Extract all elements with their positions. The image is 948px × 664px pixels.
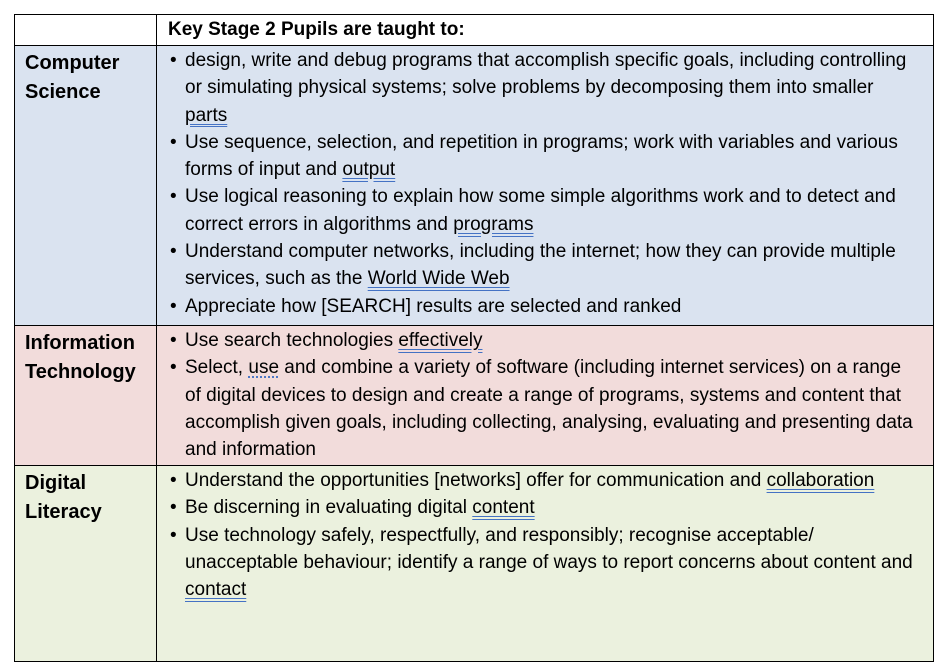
spelling-marked-text[interactable]: content	[472, 497, 535, 519]
spelling-marked-text[interactable]: effectively	[398, 330, 483, 351]
list-item	[157, 327, 933, 354]
row-label-digital-literacy	[15, 466, 157, 662]
bullet-text: Use logical reasoning to explain how some simple algorithms work and to detect and correct errors in algorithms and	[185, 186, 896, 235]
bullet-text: Use search technologies	[185, 330, 399, 351]
spelling-marked-text[interactable]: World Wide Web	[367, 268, 510, 290]
spelling-marked-text[interactable]: collaboration	[766, 470, 875, 491]
row-label-computer-science	[15, 46, 157, 326]
list-item	[157, 522, 933, 604]
bullet-text: Appreciate how [SEARCH] results are selected and ranked	[185, 295, 682, 317]
spelling-marked-text[interactable]: contact	[185, 579, 247, 601]
row-label-line: Literacy	[25, 501, 102, 523]
header-row	[15, 15, 934, 46]
row-label-line: Science	[25, 81, 101, 103]
row-label-line: Information	[25, 332, 135, 354]
list-item	[157, 183, 933, 238]
list-item	[157, 293, 933, 320]
list-item	[157, 354, 933, 463]
spelling-marked-text[interactable]: parts	[185, 104, 228, 126]
bullet-cell-information-technology	[157, 326, 934, 466]
list-item	[157, 129, 933, 184]
row-label-line: Technology	[25, 361, 136, 383]
row-label-line: Digital	[25, 472, 87, 494]
row-digital-literacy	[15, 466, 934, 662]
spelling-marked-text[interactable]: programs	[453, 213, 534, 235]
bullet-text: design, write and debug programs that accomplish specific goals, including controlling or simulating physical systems; solve problems by decomposing them into smaller	[185, 50, 907, 99]
bullet-text: Select,	[185, 357, 249, 379]
list-item	[157, 467, 933, 494]
row-label-information-technology	[15, 326, 157, 466]
bullet-list	[157, 466, 933, 603]
bullet-text: Use technology safely, respectfully, and responsibly; recognise acceptable/ unacceptable behaviour; identify a range of ways to report concerns about content and	[185, 524, 913, 573]
header-empty-cell	[15, 15, 157, 46]
row-information-technology	[15, 326, 934, 466]
table-title: Key Stage 2 Pupils are taught to:	[157, 15, 934, 46]
list-item	[157, 238, 933, 293]
row-label-line: Computer	[25, 52, 120, 74]
row-computer-science	[15, 46, 934, 326]
bullet-text: Be discerning in evaluating digital	[185, 497, 473, 519]
bullet-text: Understand the opportunities [networks] offer for communication and	[185, 470, 767, 491]
bullet-cell-computer-science	[157, 46, 934, 326]
bullet-text: Use sequence, selection, and repetition in programs; work with variables and various forms of input and	[185, 131, 898, 181]
bullet-text: and combine a variety of software (including internet services) on a range of digital devices to design and create a range of programs, systems and content that accomplish given goals, including collecting, analysing, evaluating and presenting data and information	[185, 357, 913, 461]
bullet-text: Understand computer networks, including the internet; how they can provide multiple services, such as the	[185, 241, 896, 290]
bullet-cell-digital-literacy	[157, 466, 934, 662]
spelling-marked-text[interactable]: output	[342, 159, 396, 181]
key-stage-2-table	[14, 14, 934, 662]
list-item	[157, 47, 933, 129]
bullet-list	[157, 46, 933, 320]
bullet-list	[157, 326, 933, 463]
list-item	[157, 494, 933, 521]
grammar-marked-text[interactable]: use	[248, 357, 280, 379]
